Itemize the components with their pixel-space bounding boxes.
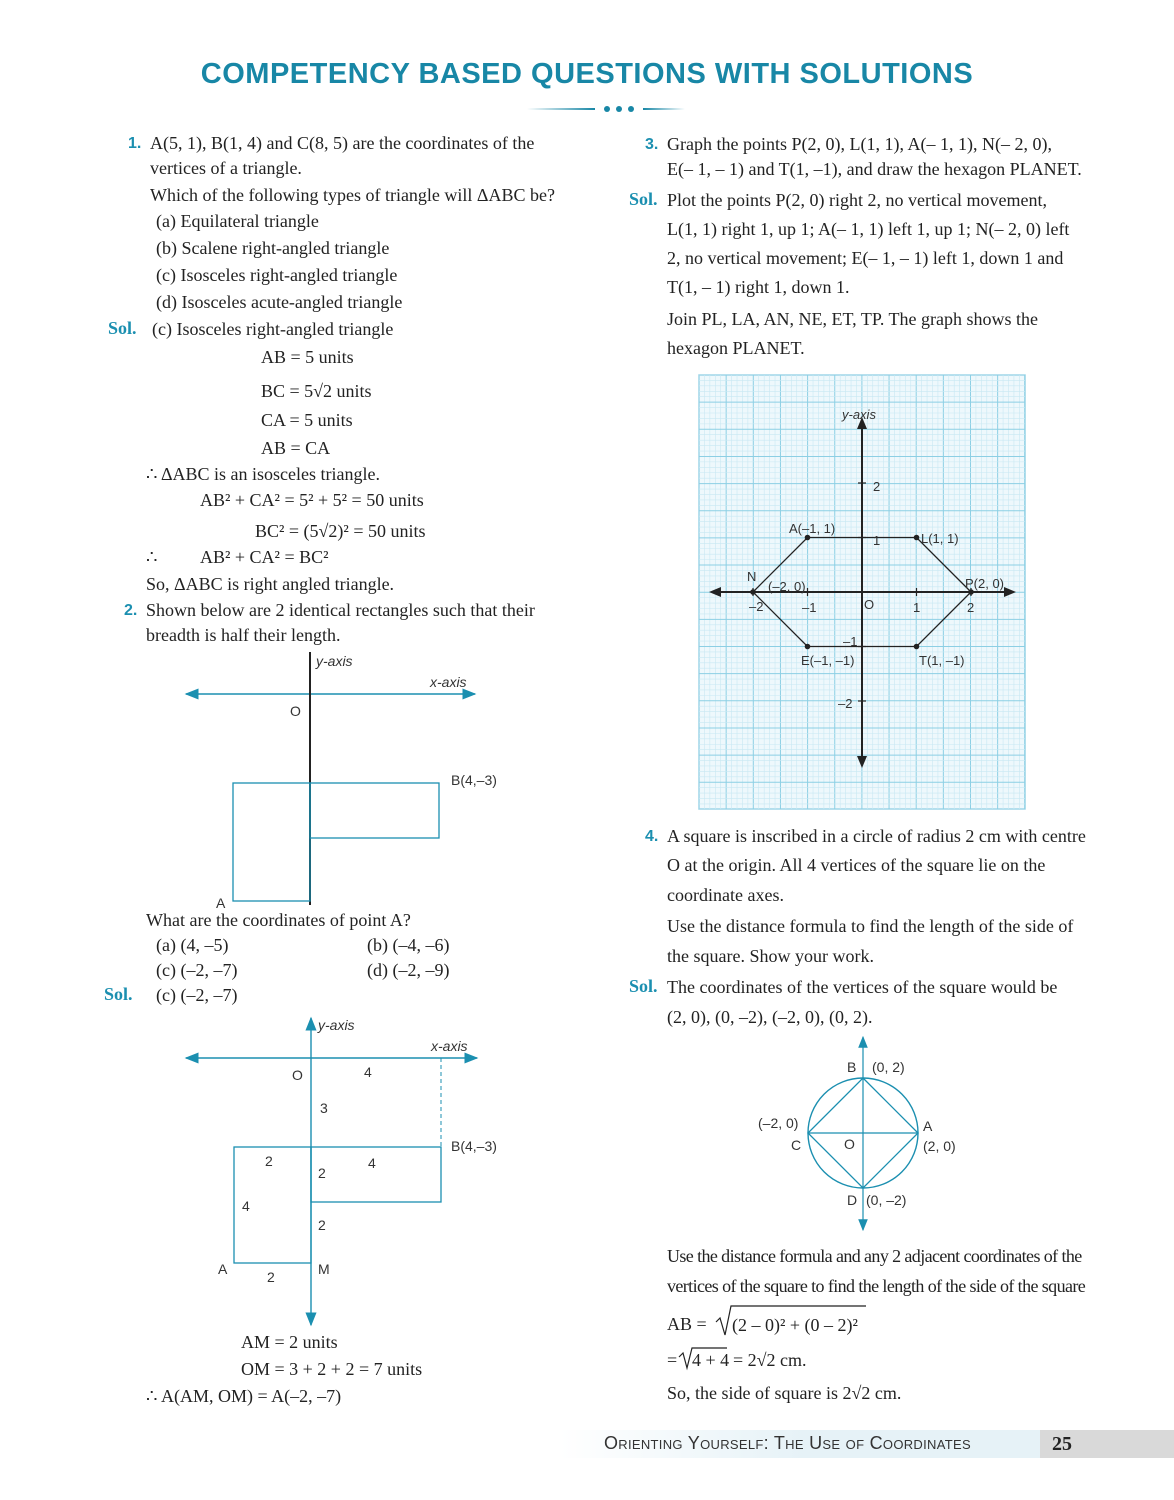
q1-step: ∴ ΔABC is an isosceles triangle. [146,464,380,484]
q3-tick-label: 2 [967,600,975,615]
q3-point-n-coords: (–2, 0) [768,579,806,594]
q4-eq-prefix: = [667,1350,678,1370]
q4-point-d: D [847,1192,858,1208]
q4-line: the square. Show your work. [667,946,874,966]
q3-step: Join PL, LA, AN, NE, ET, TP. The graph shows the [667,309,1038,329]
q1-step: BC = 5√2 units [261,381,372,401]
q4-step: vertices of the square to find the length of the side of the square [667,1276,1086,1296]
q4-ab-label: AB = [667,1314,707,1334]
q3-point-n-dot [750,589,756,595]
q3-tick-label: 1 [873,533,881,548]
q1-step: AB = 5 units [261,347,354,367]
q2-number: 2. [124,602,138,619]
q2-fig2-point-b: B(4,–3) [451,1138,497,1154]
page-title: COMPETENCY BASED QUESTIONS WITH SOLUTIONS [200,58,974,90]
q2-fig1-x-axis-label: x-axis [430,674,467,690]
q2-option-b: (b) (–4, –6) [367,935,450,955]
q3-point-l-dot [914,535,920,541]
q4-step: (2, 0), (0, –2), (–2, 0), (0, 2). [667,1007,873,1027]
q2-fig2-length: 3 [320,1100,328,1116]
q4-point-b-coords: (0, 2) [872,1059,905,1075]
q2-fig1-point-b: B(4,–3) [451,772,497,788]
q2-line: Shown below are 2 identical rectangles such that their [146,600,535,620]
q2-question: What are the coordinates of point A? [146,910,411,930]
q2-line: breadth is half their length. [146,625,341,645]
q3-step: T(1, – 1) right 1, down 1. [667,277,850,297]
q1-line: Which of the following types of triangle will ΔABC be? [150,185,555,205]
q2-fig2-point-m: M [318,1261,330,1277]
q4-point-d-coords: (0, –2) [866,1192,907,1208]
q4-point-a: A [923,1118,933,1134]
page-number: 25 [1040,1430,1174,1458]
q3-step: hexagon PLANET. [667,338,805,358]
q2-fig1-y-axis-label: y-axis [316,653,353,669]
q2-sol-label: Sol. [104,984,133,1004]
q3-point-e-dot [805,644,811,650]
q3-step: Plot the points P(2, 0) right 2, no vertical movement, [667,190,1047,210]
q4-eq-expression: 4 + 4 [692,1350,730,1370]
q1-option-c: (c) Isosceles right-angled triangle [156,265,398,285]
q4-origin: O [844,1136,855,1152]
q1-line: A(5, 1), B(1, 4) and C(8, 5) are the coordinates of the [150,133,535,153]
q3-point-e: E(–1, –1) [801,653,855,668]
q1-step: BC² = (5√2)² = 50 units [255,521,426,541]
q2-fig2-length: 2 [318,1217,326,1233]
q2-fig2-length: 4 [368,1155,376,1171]
q4-point-c-coords: (–2, 0) [758,1115,799,1131]
q3-step: L(1, 1) right 1, up 1; A(– 1, 1) left 1, up 1; N(– 2, 0) left [667,219,1070,239]
q3-point-t-dot [914,644,920,650]
q1-sol-label: Sol. [108,318,137,338]
q1-step: CA = 5 units [261,410,353,430]
q3-tick-label: –2 [838,696,853,711]
q2-fig2-x-axis-label: x-axis [431,1038,468,1054]
q2-fig1-point-a: A [216,895,226,911]
q3-point-n: N [747,569,757,584]
q1-step: AB = CA [261,438,331,458]
q2-fig2-point-a: A [218,1261,228,1277]
q2-fig1-origin: O [290,703,301,719]
q4-line: A square is inscribed in a circle of radius 2 cm with centre [667,826,1086,846]
q3-tick-label: –1 [843,634,858,649]
q1-step: AB² + CA² = 5² + 5² = 50 units [200,490,424,510]
q3-number: 3. [645,136,659,153]
q4-line: Use the distance formula to find the length of the side of [667,916,1074,936]
q2-option-d: (d) (–2, –9) [367,960,450,980]
q2-fig2-length: 2 [318,1165,326,1181]
q2-sol-answer: (c) (–2, –7) [156,985,238,1005]
q3-step: 2, no vertical movement; E(– 1, – 1) left 1, down 1 and [667,248,1064,268]
q1-option-b: (b) Scalene right-angled triangle [156,238,390,258]
q3-y-axis-label: y-axis [842,407,876,422]
q3-origin: O [864,597,875,612]
q3-tick-label: 1 [913,600,921,615]
q2-fig2-length: 2 [265,1153,273,1169]
q4-ab-expression: (2 – 0)² + (0 – 2)² [732,1315,858,1335]
q2-result: ∴ A(AM, OM) = A(–2, –7) [146,1386,342,1406]
q4-final: So, the side of square is 2√2 cm. [667,1383,902,1403]
q1-therefore: ∴ [146,547,158,567]
q3-line: Graph the points P(2, 0), L(1, 1), A(– 1, 1), N(– 2, 0), [667,134,1052,154]
q4-line: coordinate axes. [667,885,784,905]
q2-step: AM = 2 units [241,1332,338,1352]
q3-point-l: L(1, 1) [921,531,959,546]
q3-line: E(– 1, – 1) and T(1, –1), and draw the hexagon PLANET. [667,159,1082,179]
q4-point-b: B [847,1059,857,1075]
q4-line: O at the origin. All 4 vertices of the square lie on the [667,855,1046,875]
footer-chapter-title: Orienting Yourself: The Use of Coordinates [604,1433,971,1453]
q1-number: 1. [128,135,142,152]
q1-sol-answer: (c) Isosceles right-angled triangle [152,319,394,339]
q3-point-p: P(2, 0) [965,576,1005,591]
q4-number: 4. [645,828,659,845]
q3-point-a: A(–1, 1) [789,521,836,536]
q1-step: AB² + CA² = BC² [200,547,329,567]
q2-step: OM = 3 + 2 + 2 = 7 units [241,1359,423,1379]
q1-line: vertices of a triangle. [150,158,302,178]
q4-sol-label: Sol. [629,976,658,996]
q2-fig2-origin: O [292,1067,303,1083]
q1-option-d: (d) Isosceles acute-angled triangle [156,292,403,312]
q2-fig2-length: 2 [267,1269,275,1285]
q3-sol-label: Sol. [629,189,658,209]
q4-point-a-coords: (2, 0) [923,1138,956,1154]
q3-tick-label: –2 [749,599,764,614]
q2-fig2-y-axis-label: y-axis [318,1017,355,1033]
q4-eq-result: = 2√2 cm. [733,1350,807,1370]
q4-step: The coordinates of the vertices of the square would be [667,977,1058,997]
q2-option-c: (c) (–2, –7) [156,960,238,980]
q1-step: So, ΔABC is right angled triangle. [146,574,395,594]
q4-point-c: C [791,1137,802,1153]
q3-tick-label: –1 [802,600,817,615]
q2-option-a: (a) (4, –5) [156,935,229,955]
q1-option-a: (a) Equilateral triangle [156,211,319,231]
q2-fig2-length: 4 [364,1064,372,1080]
q4-step: Use the distance formula and any 2 adjacent coordinates of the [667,1246,1082,1266]
q3-point-t: T(1, –1) [919,653,965,668]
q2-fig2-length: 4 [242,1198,250,1214]
q3-tick-label: 2 [873,479,881,494]
